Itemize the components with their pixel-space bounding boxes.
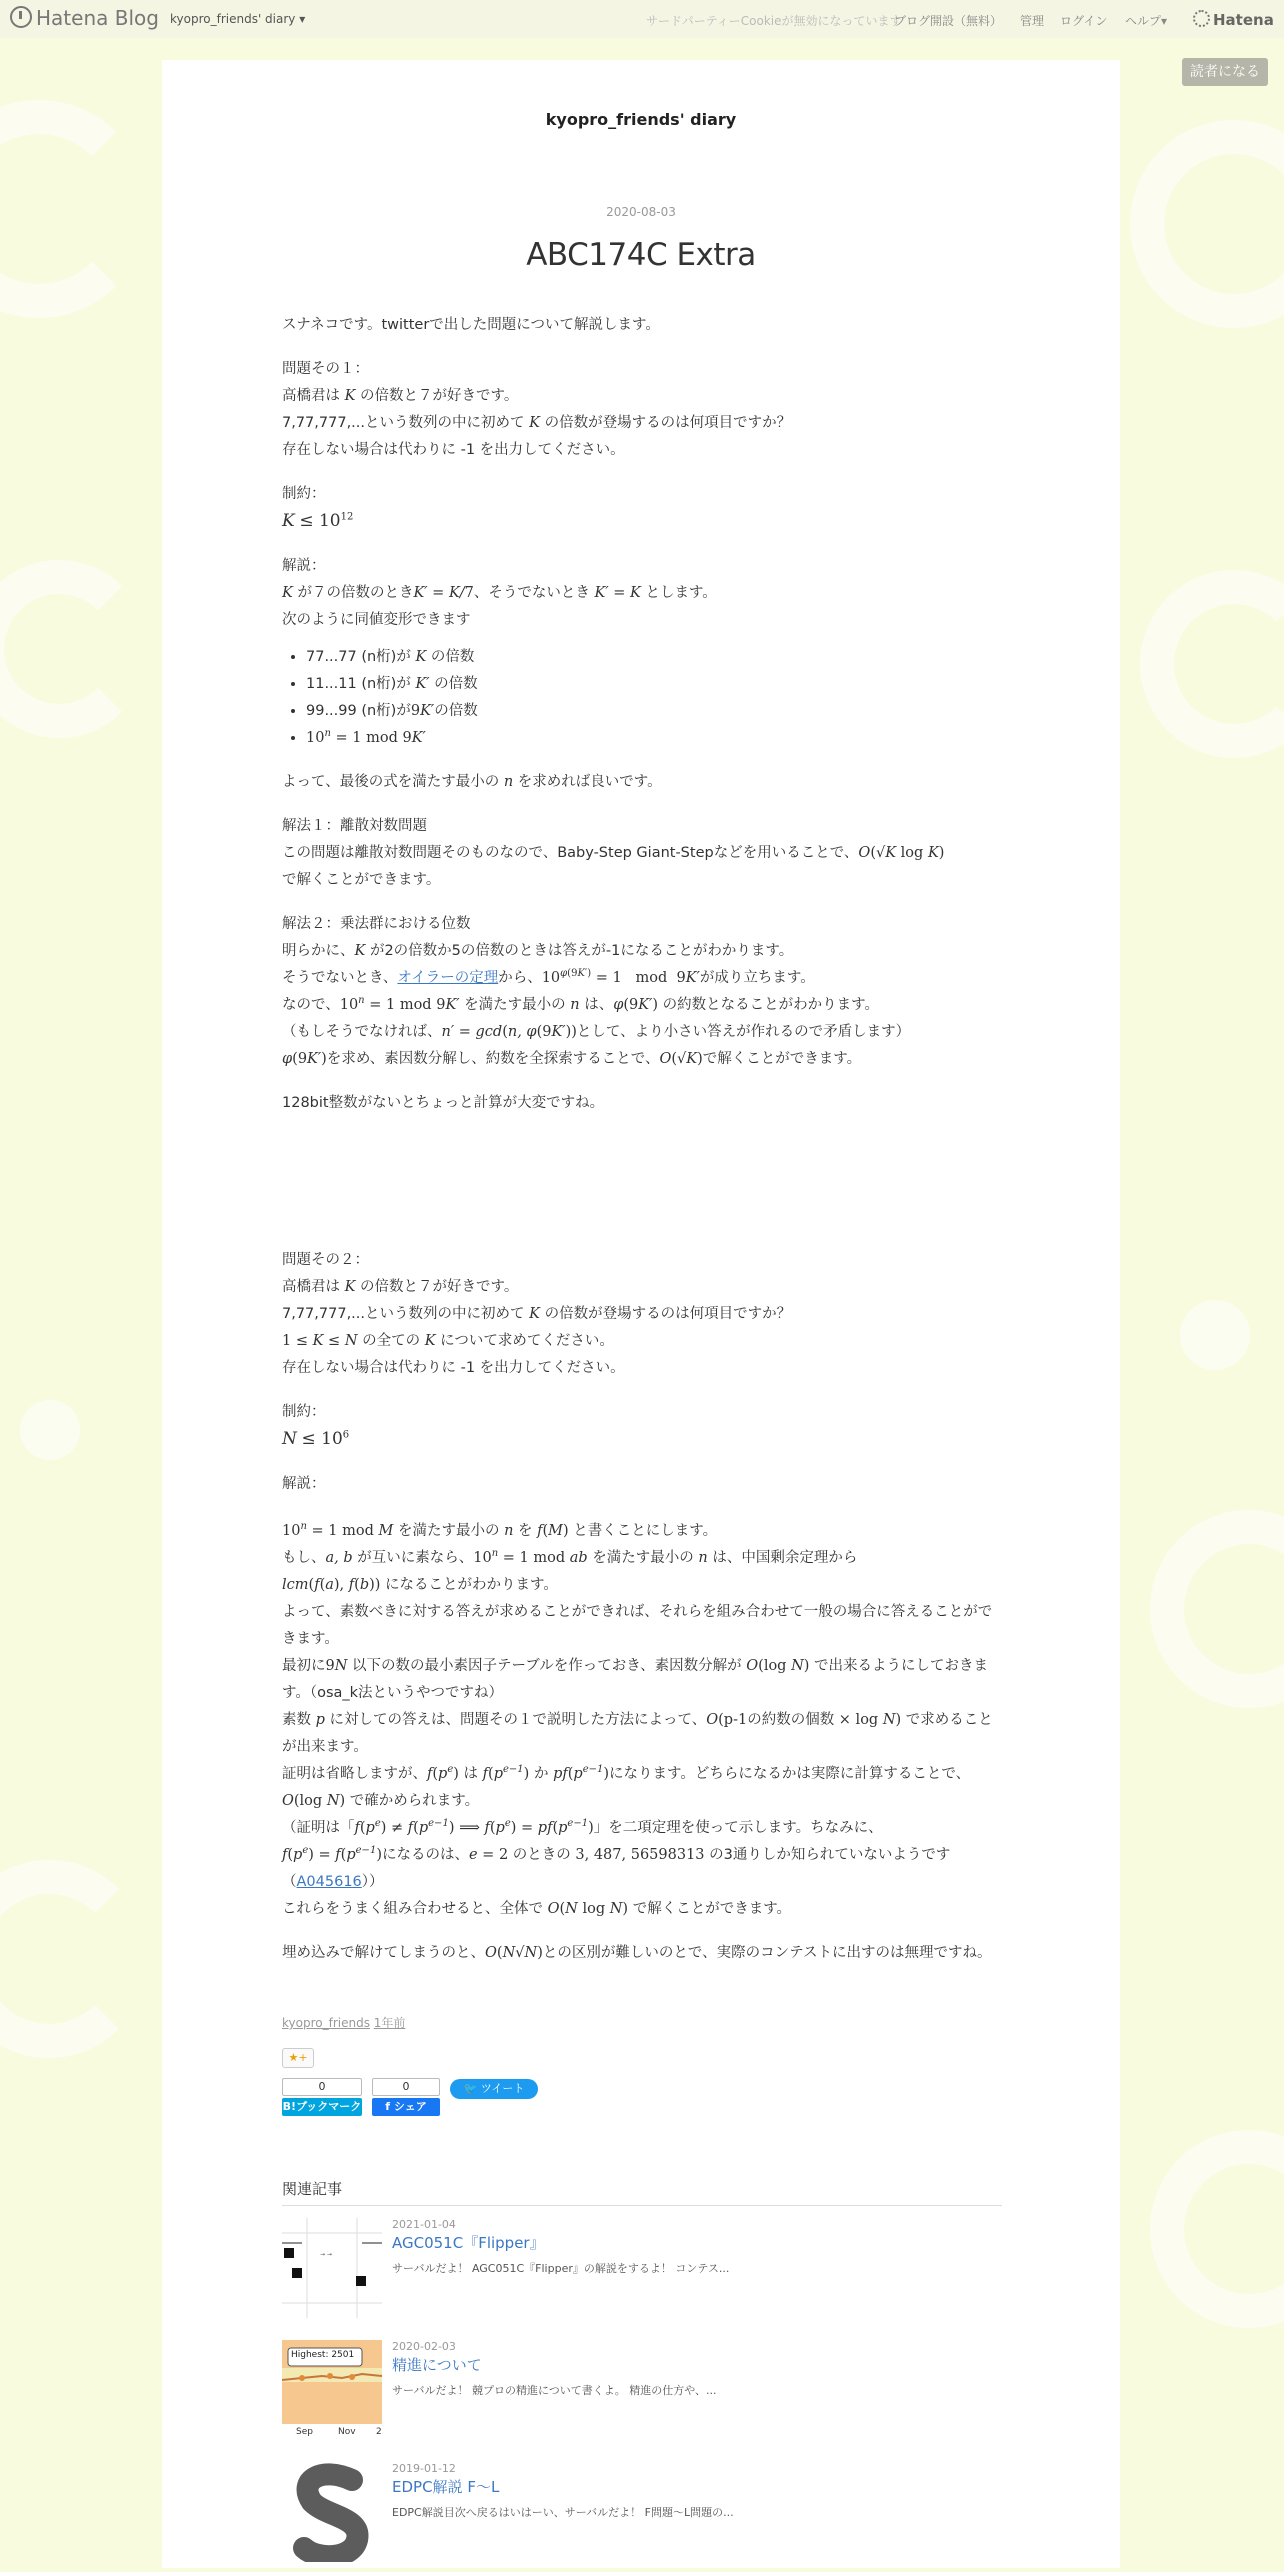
related-article[interactable]: [282, 2218, 1002, 2328]
entry-date[interactable]: 2020-08-03: [606, 205, 676, 219]
chevron-down-icon: ▾: [1161, 14, 1168, 28]
oeis-link[interactable]: A045616: [296, 1874, 362, 1890]
facebook-share-button[interactable]: [372, 2078, 440, 2116]
entry-title[interactable]: ABC174C Extra: [526, 237, 756, 273]
problem1: 問題その１： 高橋君は K の倍数と７が好きです。 7,77,777,...という数列の中に初めて K の倍数が登場するのは何項目ですか？ 存在しない場合は代わりに -1 を出力してください。: [282, 361, 792, 458]
twitter-bird-icon: 🐦: [463, 2082, 478, 2095]
list-item: • 77...77 (n桁)が K の倍数: [306, 644, 1002, 671]
background-decoration: [1150, 1510, 1284, 1708]
chevron-down-icon: ▾: [299, 12, 306, 26]
tweet-button[interactable]: 🐦 ツイート: [450, 2079, 538, 2099]
thumbnail-badge: Highest: 2501: [291, 2350, 355, 2360]
admin-link[interactable]: 管理: [1020, 14, 1045, 28]
constraint2: 制約： $N \le 10^6$: [282, 1404, 350, 1449]
hatena-blog-logo[interactable]: Hatena Blog: [10, 6, 159, 30]
background-decoration: [1140, 570, 1284, 758]
thumbnail-tick: Sep: [296, 2427, 313, 2437]
subscribe-button[interactable]: 読者になる: [1182, 58, 1268, 86]
login-link[interactable]: ログイン: [1060, 14, 1108, 28]
cookie-notice: サードパーティーCookieが無効になっています: [646, 14, 902, 28]
related-article[interactable]: [282, 2340, 1002, 2450]
euler-theorem-link[interactable]: オイラーの定理: [397, 970, 499, 986]
solution1-conclusion: よって、最後の式を満たす最小の n を求めれば良いです。: [282, 774, 662, 790]
entry-meta: [282, 2014, 405, 2031]
closing-remark: 埋め込みで解けてしまうのと、O(N√N)との区別が難しいのとで、実際のコンテストに出すのは無理ですね。: [282, 1945, 992, 1961]
bookmark-count: 0: [282, 2078, 362, 2096]
article-card: [162, 60, 1120, 2568]
related-date: 2019-01-12: [392, 2462, 456, 2475]
hatena-menu[interactable]: Hatena: [1193, 10, 1274, 29]
constraint1: 制約： $K \le 10^{12}$: [282, 486, 354, 531]
related-title[interactable]: 精進について: [392, 2356, 482, 2374]
thumbnail-tick: Nov: [338, 2427, 356, 2437]
blog-menu[interactable]: kyopro_friends' diary ▾: [170, 12, 306, 26]
related-summary: EDPC解説目次へ戻るはいはーい、サーバルだよ！ F問題～L問題の...: [392, 2506, 734, 2519]
timestamp-link[interactable]: 1年前: [373, 2016, 406, 2030]
related-title[interactable]: EDPC解説 F～L: [392, 2478, 500, 2496]
share-label: f シェア: [372, 2098, 440, 2116]
hatena-bookmark-button[interactable]: [282, 2078, 362, 2116]
hatena-top-bar: [0, 0, 1284, 38]
hatena-logo-icon: [10, 6, 32, 28]
related-summary: サーバルだよ！ 競プロの精進について書くよ。 精進の仕方や、...: [392, 2384, 717, 2397]
list-item: • 11...11 (n桁)が K′ の倍数: [306, 671, 1002, 698]
list-item: • $10^n = 1$ mod 9K′: [306, 725, 1002, 752]
svg-text:→ →: → →: [320, 2251, 332, 2258]
hatena-gear-icon: [1193, 10, 1210, 27]
related-summary: サーバルだよ！ AGC051C『Flipper』の解説をするよ！ コンテス...: [392, 2262, 730, 2275]
background-decoration: [1130, 120, 1284, 328]
solution2-head: 解説：: [282, 1476, 326, 1492]
background-decoration: [0, 1860, 148, 2058]
bookmark-label: B!ブックマーク: [282, 2098, 362, 2116]
add-star-button[interactable]: ★+: [282, 2048, 314, 2068]
article-thumbnail: [282, 2340, 382, 2440]
entry-content: [282, 312, 1002, 1984]
background-decoration: [1150, 2130, 1284, 2328]
solution2: $10^n = 1$ mod M を満たす最小の n を f(M) と書くことにします。 もし、a, b が互いに素なら、$10^n = 1$ mod ab を満たす最小の n は、中国剰余定理から lcm(f(a), f(b)) になることがわかります。 よって、素数べきに対する答えが求めることができれば、それらを組み合わせて一般の場合に答えることができます。 最初に9N 以下の数の最小素因子テーブルを作っておき、素因数分解が O(log N) で出来るようにしておきます。（osa_k法というやつですね） 素数 p に対しての答えは、問題その１で説明した方法によって、O(p-1の約数の個数 × log N) で求めることが出来ます。 証明は省略しますが、$f(p^e)$ は $f(p^{e-1})$ か $pf(p^{e-1})$になります。どちらになるかは実際に計算することで、O(log N) で確かめられます。 （証明は「$f(p^e) \ne f(p^{e-1})$ ⟹ $f(p^e) = pf(p^{e-1})$」を二項定理を使って示します。ちなみに、 $f(p^e) = f(p^{e-1})$になるのは、e = 2 のときの 3, 487, 56598313 の3通りしか知られていないようです（A045616）） これらをうまく組み合わせると、全体で O(N log N) で解くことができます。: [282, 1521, 993, 1917]
help-menu[interactable]: ヘルプ▾: [1125, 14, 1168, 28]
related-articles-heading: 関連記事: [282, 2178, 1002, 2206]
solution1: 解説： K が７の倍数のときK′ = K/7、そうでないとき K′ = K とします。 次のように同値変形できます: [282, 558, 717, 628]
related-date: 2020-02-03: [392, 2340, 456, 2353]
background-decoration: [0, 100, 148, 318]
author-link[interactable]: kyopro_friends: [282, 2016, 370, 2030]
thumbnail-tick: 2: [376, 2427, 382, 2437]
background-decoration: [20, 1400, 80, 1460]
background-decoration: [0, 560, 148, 738]
open-blog-link[interactable]: ブログ開設（無料）: [894, 14, 1003, 28]
blog-title[interactable]: kyopro_friends' diary: [545, 110, 737, 129]
article-thumbnail: [282, 2218, 382, 2318]
background-decoration: [1180, 1300, 1250, 1370]
approach2-note: 128bit整数がないとちょっと計算が大変ですね。: [282, 1095, 605, 1111]
share-count: 0: [372, 2078, 440, 2096]
equivalence-list: [282, 644, 1002, 752]
related-title[interactable]: AGC051C『Flipper』: [392, 2234, 545, 2252]
related-article[interactable]: [282, 2462, 1002, 2572]
problem2: 問題その２： 高橋君は K の倍数と７が好きです。 7,77,777,...という数列の中に初めて K の倍数が登場するのは何項目ですか？ 1 ≤ K ≤ N の全ての K について求めてください。 存在しない場合は代わりに -1 を出力してください。: [282, 1252, 792, 1376]
list-item: • 99...99 (n桁)が9K′の倍数: [306, 698, 1002, 725]
intro-text: スナネコです。twitterで出した問題について解説します。: [282, 317, 660, 333]
approach2: 解法２：乗法群における位数 明らかに、K が2の倍数か5の倍数のときは答えが-1になることがわかります。 そうでないとき、オイラーの定理から、$10^{\varphi(9K')} = 1$ mod 9K′が成り立ちます。 なので、$10^n = 1$ mod 9K′ を満たす最小の n は、φ(9K′) の約数となることがわかります。 （もしそうでなければ、n′ = gcd(n, φ(9K′))として、より小さい答えが作れるので矛盾します） φ(9K′)を求め、素因数分解し、約数を全探索することで、O(√K)で解くことができます。: [282, 916, 911, 1067]
article-thumbnail: [282, 2462, 382, 2562]
approach1: 解法１：離散対数問題 この問題は離散対数問題そのものなので、Baby-Step Giant-Stepなどを用いることで、O(√K log K) で解くことができます。: [282, 818, 945, 888]
related-date: 2021-01-04: [392, 2218, 456, 2231]
